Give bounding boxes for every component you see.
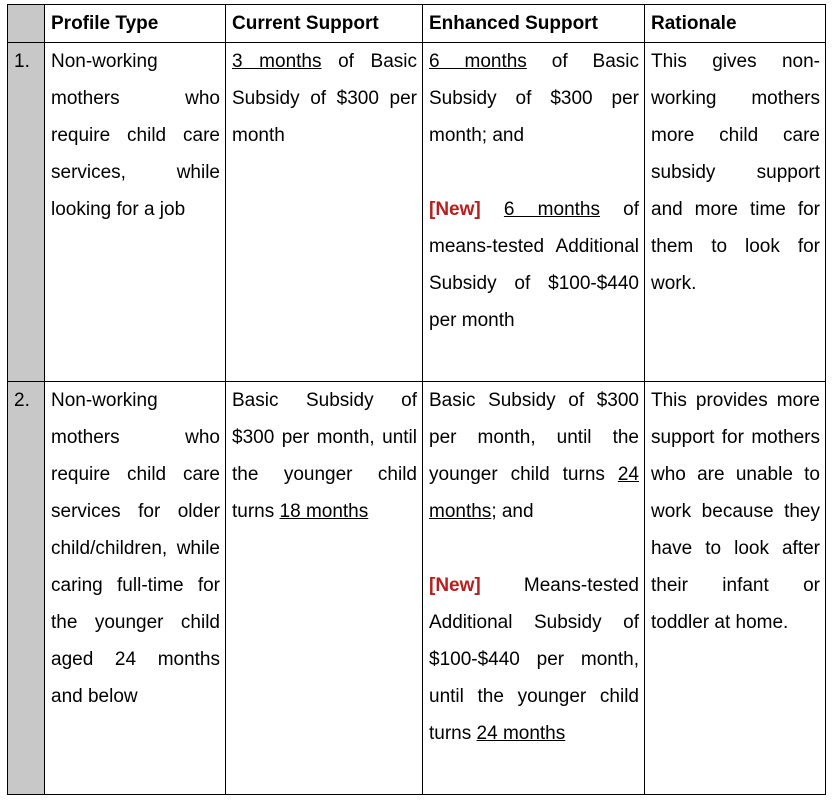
header-rationale: Rationale bbox=[645, 5, 826, 43]
header-enhanced-support: Enhanced Support bbox=[423, 5, 645, 43]
enhanced-support-text: Basic Subsidy of $300 per month, until the younger child turns bbox=[429, 390, 639, 485]
profile-cell: Non-working mothers who require child care services, while looking for a job bbox=[45, 43, 226, 382]
duration-underlined: 6 months bbox=[429, 51, 527, 72]
row-number: 2. bbox=[8, 382, 45, 795]
duration-underlined: 24 months bbox=[429, 464, 639, 522]
header-row bbox=[8, 5, 826, 43]
rationale-cell: This provides more support for mothers who are unable to work because they have to look after their infant or toddler at home. bbox=[645, 382, 826, 795]
duration-underlined: 18 months bbox=[279, 501, 369, 522]
rationale-cell: This gives non-working mothers more child care subsidy support and more time for them to look for work. bbox=[645, 43, 826, 382]
enhanced-support-cell bbox=[423, 382, 645, 795]
new-tag: [New] bbox=[429, 575, 481, 596]
enhanced-support-text: of Basic Subsidy of $300 per month; and bbox=[429, 51, 639, 146]
header-profile-type: Profile Type bbox=[45, 5, 226, 43]
current-support-cell bbox=[226, 43, 423, 382]
current-support-cell bbox=[226, 382, 423, 795]
duration-underlined: 6 months bbox=[503, 199, 600, 220]
table-row bbox=[8, 43, 826, 382]
support-table bbox=[7, 4, 826, 795]
row-number: 1. bbox=[8, 43, 45, 382]
current-support-text: Basic Subsidy of $300 per month, until the younger child turns bbox=[232, 390, 417, 522]
enhanced-support-cell bbox=[423, 43, 645, 382]
header-current-support: Current Support bbox=[226, 5, 423, 43]
current-support-text: of Basic Subsidy of $300 per month bbox=[232, 51, 417, 146]
enhanced-support-text: ; and bbox=[491, 501, 534, 522]
header-number bbox=[8, 5, 45, 43]
new-tag: [New] bbox=[429, 199, 481, 220]
enhanced-support-text: of means-tested Additional Subsidy of $100-$440 per month bbox=[429, 199, 640, 331]
table-row bbox=[8, 382, 826, 795]
profile-cell: Non-working mothers who require child care services for older child/children, while caring full-time for the younger child aged 24 months and below bbox=[45, 382, 226, 795]
enhanced-support-text: Means-tested Additional Subsidy of $100-$440 per month, until the younger child turns bbox=[429, 575, 639, 744]
duration-underlined: 24 months bbox=[476, 723, 566, 744]
duration-underlined: 3 months bbox=[232, 51, 322, 72]
